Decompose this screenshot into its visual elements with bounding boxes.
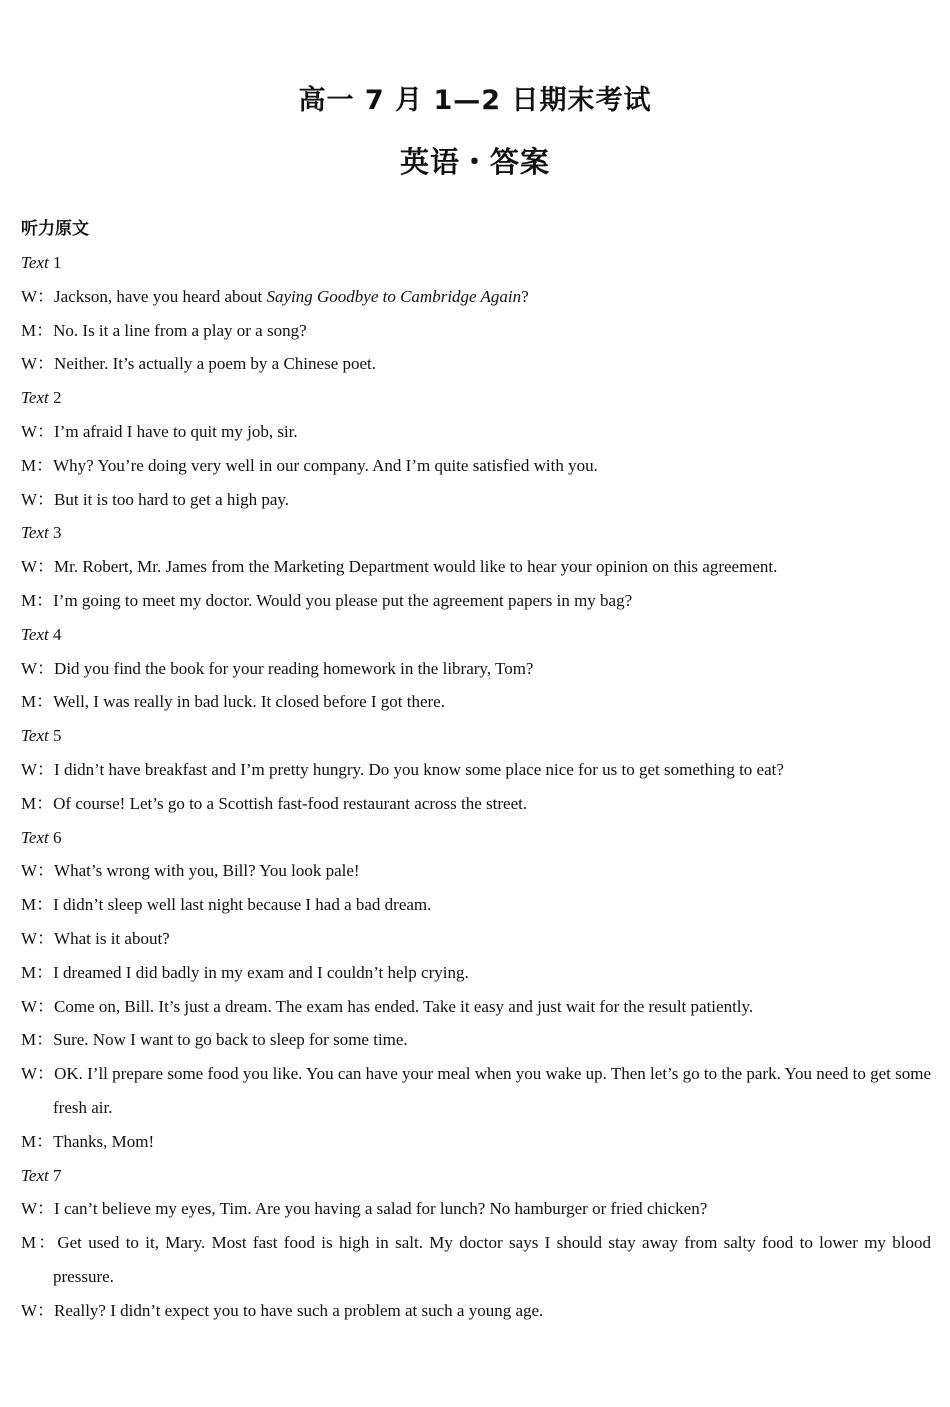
dialogue-text: Get used to it, Mary. Most fast food is high in salt. My doctor says I should stay away from salty food to lower my blood pressure. bbox=[53, 1233, 931, 1286]
page-subtitle: 英语・答案 bbox=[399, 145, 550, 179]
speaker-label: M： bbox=[21, 1131, 54, 1151]
speaker-label: W： bbox=[21, 286, 55, 306]
text-heading bbox=[21, 821, 931, 855]
speaker-label: W： bbox=[21, 861, 55, 881]
dialogue-text: Well, I was really in bad luck. It closed before I got there. bbox=[53, 692, 445, 712]
dialogue-line bbox=[21, 347, 931, 381]
text-heading bbox=[21, 381, 931, 415]
speaker-label: W： bbox=[21, 928, 55, 948]
text-heading-number: 4 bbox=[52, 624, 62, 644]
dialogue-text: I’m afraid I have to quit my job, sir. bbox=[54, 421, 298, 441]
speaker-label: W： bbox=[21, 1199, 55, 1219]
dialogue-line bbox=[21, 990, 931, 1024]
speaker-label: M： bbox=[21, 455, 54, 475]
dialogue-line bbox=[21, 922, 931, 956]
speaker-label: M： bbox=[21, 793, 54, 813]
dialogue-line bbox=[21, 685, 931, 719]
section-heading: 听力原文 bbox=[21, 219, 89, 239]
dialogue-text: But it is too hard to get a high pay. bbox=[54, 489, 290, 509]
text-heading-label: Text bbox=[21, 624, 49, 644]
speaker-label: M： bbox=[21, 895, 54, 915]
text-heading bbox=[21, 246, 931, 280]
text-heading-label: Text bbox=[21, 1165, 49, 1185]
dialogue-line bbox=[21, 1192, 931, 1226]
text-heading-number: 6 bbox=[52, 827, 62, 847]
dialogue-text: Come on, Bill. It’s just a dream. The exam has ended. Take it easy and just wait for the result patiently. bbox=[54, 996, 754, 1016]
dialogue-text: Did you find the book for your reading homework in the library, Tom? bbox=[54, 658, 534, 678]
dialogue-line bbox=[21, 280, 931, 314]
speaker-label: W： bbox=[21, 354, 55, 374]
dialogue-line bbox=[21, 1294, 931, 1328]
dialogue-text: What is it about? bbox=[54, 928, 170, 948]
dialogue-line bbox=[21, 1226, 931, 1294]
text-heading-label: Text bbox=[21, 388, 49, 408]
dialogue-line bbox=[21, 888, 931, 922]
dialogue-text: Of course! Let’s go to a Scottish fast-food restaurant across the street. bbox=[53, 793, 528, 813]
dialogue-text: I didn’t sleep well last night because I had a bad dream. bbox=[53, 895, 432, 915]
dialogue-text: I dreamed I did badly in my exam and I couldn’t help crying. bbox=[53, 962, 469, 982]
dialogue-line bbox=[21, 1057, 931, 1125]
listening-transcript bbox=[21, 246, 931, 1328]
speaker-label: W： bbox=[21, 489, 55, 509]
text-heading-label: Text bbox=[21, 253, 49, 272]
dialogue-text: I’m going to meet my doctor. Would you please put the agreement papers in my bag? bbox=[53, 590, 633, 610]
dialogue-line bbox=[21, 787, 931, 821]
dialogue-text: Jackson, have you heard about bbox=[54, 286, 267, 306]
dialogue-text: Really? I didn’t expect you to have such a problem at such a young age. bbox=[54, 1300, 544, 1320]
speaker-label: W： bbox=[21, 1300, 55, 1320]
dialogue-line bbox=[21, 956, 931, 990]
text-heading-label: Text bbox=[21, 523, 49, 543]
dialogue-line bbox=[21, 584, 931, 618]
dialogue-text: I can’t believe my eyes, Tim. Are you having a salad for lunch? No hamburger or fried chicken? bbox=[54, 1199, 708, 1219]
page-title: 高一 7 月 1—2 日期末考试 bbox=[298, 85, 652, 116]
speaker-label: M： bbox=[21, 692, 54, 712]
dialogue-text: ? bbox=[521, 286, 529, 306]
speaker-label: W： bbox=[21, 759, 55, 779]
text-heading bbox=[21, 618, 931, 652]
dialogue-line bbox=[21, 314, 931, 348]
speaker-label: M： bbox=[21, 1233, 58, 1253]
dialogue-text: I didn’t have breakfast and I’m pretty hungry. Do you know some place nice for us to get something to eat? bbox=[54, 759, 784, 779]
dialogue-text: Sure. Now I want to go back to sleep for some time. bbox=[53, 1030, 408, 1050]
dialogue-line bbox=[21, 753, 931, 787]
speaker-label: W： bbox=[21, 996, 55, 1016]
dialogue-text: No. Is it a line from a play or a song? bbox=[53, 320, 307, 340]
dialogue-line bbox=[21, 415, 931, 449]
text-heading bbox=[21, 516, 931, 550]
dialogue-line bbox=[21, 854, 931, 888]
text-heading-number: 2 bbox=[52, 388, 62, 408]
dialogue-line bbox=[21, 483, 931, 517]
dialogue-text: Neither. It’s actually a poem by a Chinese poet. bbox=[54, 354, 377, 374]
text-heading-label: Text bbox=[21, 726, 49, 746]
speaker-label: W： bbox=[21, 1064, 55, 1084]
speaker-label: W： bbox=[21, 557, 55, 577]
dialogue-line bbox=[21, 1125, 931, 1159]
text-heading bbox=[21, 719, 931, 753]
dialogue-line bbox=[21, 449, 931, 483]
dialogue-text: Mr. Robert, Mr. James from the Marketing Department would like to hear your opinion on this agreement. bbox=[54, 557, 778, 577]
dialogue-line bbox=[21, 1023, 931, 1057]
dialogue-text: OK. I’ll prepare some food you like. You can have your meal when you wake up. Then let’s go to the park. You need to get some fresh air. bbox=[53, 1064, 932, 1117]
poem-title: Saying Goodbye to Cambridge Again bbox=[266, 286, 522, 306]
text-heading-label: Text bbox=[21, 827, 49, 847]
text-heading-number: 1 bbox=[52, 253, 62, 272]
text-heading bbox=[21, 1159, 931, 1193]
dialogue-line bbox=[21, 550, 931, 584]
text-heading-number: 3 bbox=[52, 523, 62, 543]
speaker-label: M： bbox=[21, 320, 54, 340]
speaker-label: W： bbox=[21, 421, 55, 441]
dialogue-line bbox=[21, 652, 931, 686]
speaker-label: W： bbox=[21, 658, 55, 678]
dialogue-text: What’s wrong with you, Bill? You look pale! bbox=[54, 861, 360, 881]
speaker-label: M： bbox=[21, 1030, 54, 1050]
dialogue-text: Thanks, Mom! bbox=[53, 1131, 155, 1151]
dialogue-text: Why? You’re doing very well in our company. And I’m quite satisfied with you. bbox=[53, 455, 598, 475]
speaker-label: M： bbox=[21, 962, 54, 982]
text-heading-number: 7 bbox=[52, 1165, 62, 1185]
speaker-label: M： bbox=[21, 590, 54, 610]
text-heading-number: 5 bbox=[52, 726, 62, 746]
